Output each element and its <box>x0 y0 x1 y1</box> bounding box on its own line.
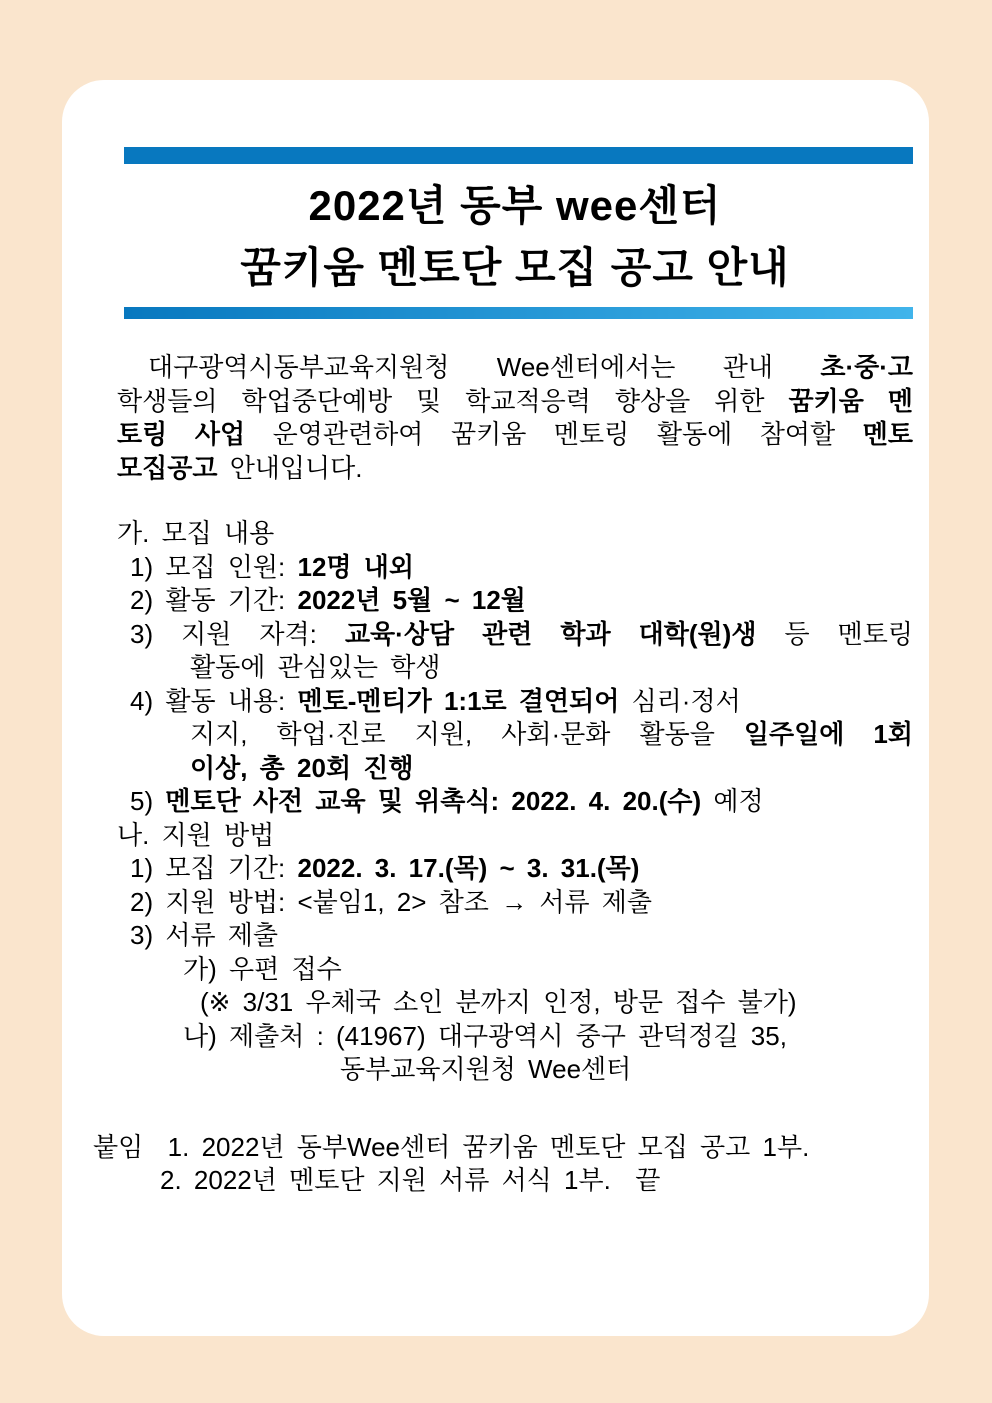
text-segment: 토링 사업 <box>117 419 246 449</box>
attachment-line-1 <box>93 1131 913 1165</box>
text-segment: 나) 제출처 : (41967) 대구광역시 중구 관덕정길 35, <box>183 1020 787 1051</box>
document-lines <box>93 351 914 1198</box>
text-segment: 예정 <box>701 786 764 816</box>
text-segment: 3) 서류 제출 <box>130 920 279 950</box>
section-ga-heading <box>117 517 913 551</box>
text-segment: 이상, 총 20회 진행 <box>190 752 414 783</box>
text-segment: 멘토 <box>862 419 913 449</box>
text-segment: 지지, 학업·진로 지원, 사회·문화 활동을 <box>190 719 744 749</box>
text-segment: 모집공고 <box>117 452 218 483</box>
document-content <box>62 147 929 1403</box>
sub-item-address-cont <box>340 1053 913 1087</box>
text-segment: 12명 내외 <box>297 551 414 582</box>
section-na-heading <box>117 819 913 853</box>
item-apply-method <box>130 886 913 920</box>
text-segment: 붙임 1. 2022년 동부Wee센터 꿈키움 멘토단 모집 공고 1부. <box>93 1131 810 1162</box>
item-recruit-period <box>130 852 913 886</box>
text-segment: 나. 지원 방법 <box>117 819 275 850</box>
text-segment: 2022년 5월 ~ 12월 <box>297 585 526 615</box>
intro-line-3 <box>117 418 913 452</box>
text-segment: 1) 모집 인원: <box>130 551 298 582</box>
title-top-rule <box>124 147 913 164</box>
attachment-line-2 <box>160 1164 913 1198</box>
item-qualification-cont <box>190 651 913 685</box>
text-segment: 활동에 관심있는 학생 <box>190 652 441 682</box>
text-segment: 2. 2022년 멘토단 지원 서류 서식 1부. 끝 <box>160 1165 661 1195</box>
item-activity-period <box>130 584 913 618</box>
text-segment: 학생들의 학업중단예방 및 학교적응력 향상을 위한 <box>117 385 789 416</box>
item-recruit-count <box>130 551 913 585</box>
text-segment: 초·중·고 <box>820 352 913 382</box>
text-segment: 안내입니다. <box>217 452 363 483</box>
text-segment: 일주일에 1회 <box>743 719 914 749</box>
text-segment: 2) 지원 방법: <붙임1, 2> 참조 → 서류 제출 <box>130 886 653 917</box>
document-title <box>117 175 913 299</box>
intro-line-2 <box>117 385 913 419</box>
text-segment: 등 멘토링 <box>756 618 913 649</box>
title-line-2: 꿈키움 멘토단 모집 공고 안내 <box>240 244 790 291</box>
text-segment: 꿈키움 멘 <box>788 385 913 416</box>
item-ceremony <box>130 785 913 819</box>
document-card <box>62 80 929 1336</box>
sub-item-mail <box>183 953 913 987</box>
text-segment: 4) 활동 내용: <box>130 685 298 716</box>
text-segment: 2022. 3. 17.(목) ~ 3. 31.(목) <box>297 853 640 883</box>
item-activity-content <box>130 685 913 719</box>
sub-item-address <box>183 1020 913 1054</box>
text-segment: 운영관련하여 꿈키움 멘토링 활동에 참여할 <box>245 419 863 449</box>
text-segment: 2) 활동 기간: <box>130 585 298 615</box>
title-line-1: 2022년 동부 wee센터 <box>308 182 722 229</box>
text-segment: 가. 모집 내용 <box>117 518 275 548</box>
text-segment: 가) 우편 접수 <box>183 953 342 984</box>
sub-item-mail-note <box>200 986 913 1020</box>
item-activity-content-cont-1 <box>190 718 913 752</box>
text-segment: 대구광역시동부교육지원청 Wee센터에서는 관내 <box>148 352 821 382</box>
intro-line-4 <box>117 452 913 486</box>
text-segment: 3) 지원 자격: <box>130 618 345 649</box>
item-activity-content-cont-2 <box>190 752 913 786</box>
text-segment: 5) <box>130 786 166 816</box>
text-segment: 1) 모집 기간: <box>130 853 298 883</box>
text-segment: 멘토-멘티가 1:1로 결연되어 <box>297 685 620 716</box>
text-segment: 멘토단 사전 교육 및 위촉식: 2022. 4. 20.(수) <box>165 786 702 816</box>
text-segment: (※ 3/31 우체국 소인 분까지 인정, 방문 접수 불가) <box>200 987 797 1017</box>
title-bottom-rule <box>124 307 913 319</box>
item-document-submit <box>130 919 913 953</box>
text-segment: 심리·정서 <box>619 685 741 716</box>
text-segment: 동부교육지원청 Wee센터 <box>340 1054 632 1084</box>
text-segment: 교육·상담 관련 학과 대학(원)생 <box>344 618 757 649</box>
item-qualification <box>130 618 913 652</box>
intro-line-1 <box>117 351 913 385</box>
